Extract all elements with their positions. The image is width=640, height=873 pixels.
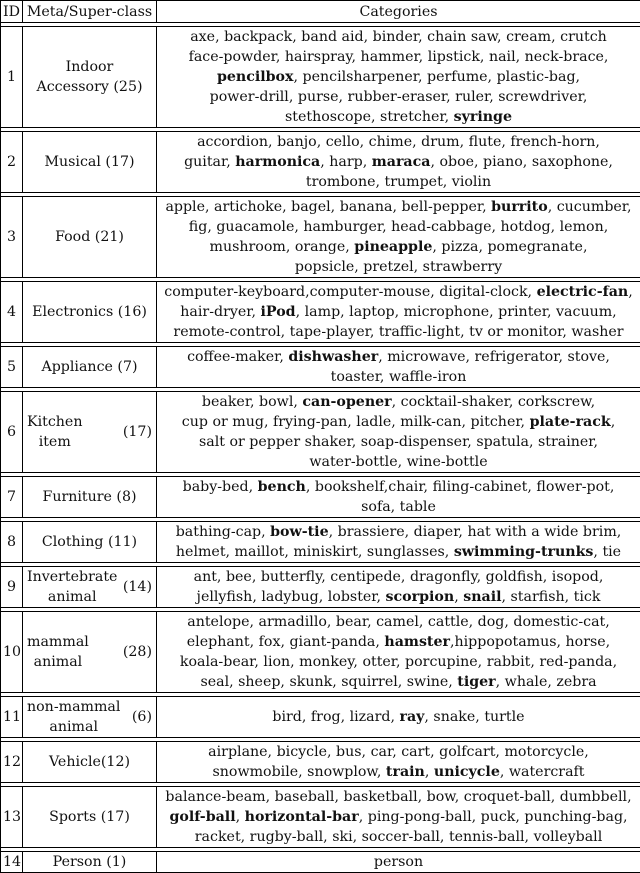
row-id: 12 <box>1 742 23 783</box>
category-line: jellyfish, ladybug, lobster, scorpion, snail, starfish, tick <box>197 589 601 605</box>
category-line: helmet, maillot, miniskirt, sunglasses, swimming-trunks, tie <box>176 544 621 560</box>
row-meta-class <box>23 742 157 783</box>
meta-count: (17) <box>123 422 152 442</box>
row-categories <box>157 477 640 518</box>
highlighted-category: golf-ball <box>169 809 235 825</box>
highlighted-category: pencilbox <box>217 69 294 85</box>
category-line: sofa, table <box>361 499 436 515</box>
row-categories <box>157 27 640 128</box>
row-id: 2 <box>1 132 23 193</box>
row-id: 3 <box>1 197 23 278</box>
category-line: pencilbox, pencilsharpener, perfume, plastic-bag, <box>217 69 580 85</box>
meta-label: mammal animal <box>27 632 89 672</box>
row-id: 7 <box>1 477 23 518</box>
category-line: balance-beam, baseball, basketball, bow, croquet-ball, dumbbell, <box>165 789 631 805</box>
meta-label: Kitchen item <box>27 412 82 452</box>
category-line: elephant, fox, giant-panda, hamster,hippopotamus, horse, <box>187 634 610 650</box>
highlighted-category: ray <box>399 709 424 725</box>
category-line: seal, sheep, skunk, squirrel, swine, tiger, whale, zebra <box>200 674 596 690</box>
row-categories <box>157 612 640 693</box>
row-meta-class <box>23 852 157 873</box>
table-row <box>1 567 640 608</box>
table-row <box>1 612 640 693</box>
meta-count: (14) <box>123 577 152 597</box>
category-line: antelope, armadillo, bear, camel, cattle, dog, domestic-cat, <box>187 614 610 630</box>
row-meta-class <box>23 27 157 128</box>
category-line: person <box>374 854 423 870</box>
row-meta-class <box>23 697 157 738</box>
row-id: 1 <box>1 27 23 128</box>
meta-label: Food (21) <box>55 227 124 247</box>
row-id: 8 <box>1 522 23 563</box>
category-line: axe, backpack, band aid, binder, chain saw, cream, crutch <box>190 29 607 45</box>
category-line: apple, artichoke, bagel, banana, bell-pepper, burrito, cucumber, <box>165 199 631 215</box>
meta-count: (6) <box>132 707 152 727</box>
table-row <box>1 852 640 873</box>
category-line: power-drill, purse, rubber-eraser, ruler, screwdriver, <box>210 89 588 105</box>
table-row <box>1 392 640 473</box>
category-line: golf-ball, horizontal-bar, ping-pong-ball, puck, punching-bag, <box>169 809 627 825</box>
row-categories <box>157 282 640 343</box>
row-id: 14 <box>1 852 23 873</box>
row-id: 4 <box>1 282 23 343</box>
highlighted-category: electric-fan <box>537 284 629 300</box>
highlighted-category: unicycle <box>434 764 500 780</box>
category-line: bathing-cap, bow-tie, brassiere, diaper, hat with a wide brim, <box>176 524 622 540</box>
highlighted-category: harmonica <box>235 154 320 170</box>
row-categories <box>157 522 640 563</box>
highlighted-category: iPod <box>261 304 296 320</box>
category-line: face-powder, hairspray, hammer, lipstick, nail, neck-brace, <box>189 49 609 65</box>
meta-label: Indoor Accessory (25) <box>36 57 142 97</box>
category-line: coffee-maker, dishwasher, microwave, refrigerator, stove, <box>187 349 610 365</box>
table-row <box>1 132 640 193</box>
row-categories <box>157 392 640 473</box>
highlighted-category: pineapple <box>354 239 432 255</box>
highlighted-category: maraca <box>372 154 431 170</box>
header-id: ID <box>1 1 23 23</box>
category-line: baby-bed, bench, bookshelf,chair, filing-cabinet, flower-pot, <box>183 479 615 495</box>
meta-label: Furniture (8) <box>42 487 136 507</box>
highlighted-category: horizontal-bar <box>245 809 359 825</box>
category-line: guitar, harmonica, harp, maraca, oboe, piano, saxophone, <box>184 154 613 170</box>
row-id: 6 <box>1 392 23 473</box>
row-id: 11 <box>1 697 23 738</box>
category-line: stethoscope, stretcher, syringe <box>285 109 512 125</box>
category-line: racket, rugby-ball, ski, soccer-ball, tennis-ball, volleyball <box>195 829 602 845</box>
category-line: mushroom, orange, pineapple, pizza, pomegranate, <box>210 239 588 255</box>
row-categories <box>157 567 640 608</box>
row-meta-class <box>23 392 157 473</box>
table-row <box>1 27 640 128</box>
meta-label: Sports (17) <box>49 807 130 827</box>
highlighted-category: scorpion <box>386 589 455 605</box>
highlighted-category: swimming-trunks <box>454 544 594 560</box>
meta-label: Person (1) <box>53 852 127 872</box>
category-line: snowmobile, snowplow, train, unicycle, watercraft <box>213 764 585 780</box>
row-id: 9 <box>1 567 23 608</box>
category-line: ant, bee, butterfly, centipede, dragonfly, goldfish, isopod, <box>194 569 604 585</box>
category-line: toaster, waffle-iron <box>331 369 467 385</box>
row-meta-class <box>23 197 157 278</box>
table-row <box>1 347 640 388</box>
meta-label: Appliance (7) <box>41 357 137 377</box>
header-categories: Categories <box>157 1 640 23</box>
table-row <box>1 197 640 278</box>
category-line: cup or mug, frying-pan, ladle, milk-can, pitcher, plate-rack, <box>182 414 615 430</box>
category-line: trombone, trumpet, violin <box>306 174 491 190</box>
row-meta-class <box>23 612 157 693</box>
row-id: 10 <box>1 612 23 693</box>
row-categories <box>157 697 640 738</box>
table-body <box>1 27 640 873</box>
category-line: koala-bear, lion, monkey, otter, porcupine, rabbit, red-panda, <box>180 654 617 670</box>
highlighted-category: can-opener <box>302 394 391 410</box>
row-categories <box>157 197 640 278</box>
category-line: airplane, bicycle, bus, car, cart, golfcart, motorcycle, <box>208 744 589 760</box>
category-line: bird, frog, lizard, ray, snake, turtle <box>272 709 524 725</box>
row-id: 13 <box>1 787 23 848</box>
meta-label: Musical (17) <box>44 152 134 172</box>
table-row <box>1 522 640 563</box>
meta-label: Invertebrate animal <box>27 567 117 607</box>
category-line: water-bottle, wine-bottle <box>309 454 487 470</box>
highlighted-category: bow-tie <box>270 524 328 540</box>
header-meta: Meta/Super-class <box>23 1 157 23</box>
row-meta-class <box>23 522 157 563</box>
header-row <box>1 1 640 23</box>
row-meta-class <box>23 567 157 608</box>
highlighted-category: plate-rack <box>530 414 611 430</box>
category-line: popsicle, pretzel, strawberry <box>295 259 502 275</box>
row-id: 5 <box>1 347 23 388</box>
highlighted-category: hamster <box>384 634 450 650</box>
category-line: salt or pepper shaker, soap-dispenser, spatula, strainer, <box>199 434 598 450</box>
table-row <box>1 787 640 848</box>
highlighted-category: bench <box>258 479 306 495</box>
highlighted-category: syringe <box>454 109 512 125</box>
table-row <box>1 282 640 343</box>
category-line: hair-dryer, iPod, lamp, laptop, microphone, printer, vacuum, <box>180 304 616 320</box>
row-meta-class <box>23 787 157 848</box>
highlighted-category: snail <box>463 589 501 605</box>
row-meta-class <box>23 132 157 193</box>
highlighted-category: dishwasher <box>288 349 378 365</box>
category-line: fig, guacamole, hamburger, head-cabbage, hotdog, lemon, <box>189 219 608 235</box>
category-line: computer-keyboard,computer-mouse, digital-clock, electric-fan, <box>164 284 632 300</box>
highlighted-category: train <box>386 764 425 780</box>
highlighted-category: tiger <box>457 674 495 690</box>
meta-label: Clothing (11) <box>42 532 137 552</box>
highlighted-category: burrito <box>491 199 548 215</box>
category-line: remote-control, tape-player, traffic-light, tv or monitor, washer <box>173 324 623 340</box>
table-row <box>1 697 640 738</box>
table-row <box>1 477 640 518</box>
category-line: beaker, bowl, can-opener, cocktail-shaker, corkscrew, <box>202 394 595 410</box>
meta-label: Vehicle(12) <box>49 752 130 772</box>
row-meta-class <box>23 347 157 388</box>
meta-label: non-mammal animal <box>27 697 120 737</box>
row-categories <box>157 742 640 783</box>
table-row <box>1 742 640 783</box>
row-categories <box>157 132 640 193</box>
category-line: accordion, banjo, cello, chime, drum, flute, french-horn, <box>197 134 600 150</box>
row-categories <box>157 852 640 873</box>
row-categories <box>157 787 640 848</box>
meta-count: (28) <box>123 642 152 662</box>
row-categories <box>157 347 640 388</box>
row-meta-class <box>23 477 157 518</box>
row-meta-class <box>23 282 157 343</box>
meta-label: Electronics (16) <box>32 302 147 322</box>
